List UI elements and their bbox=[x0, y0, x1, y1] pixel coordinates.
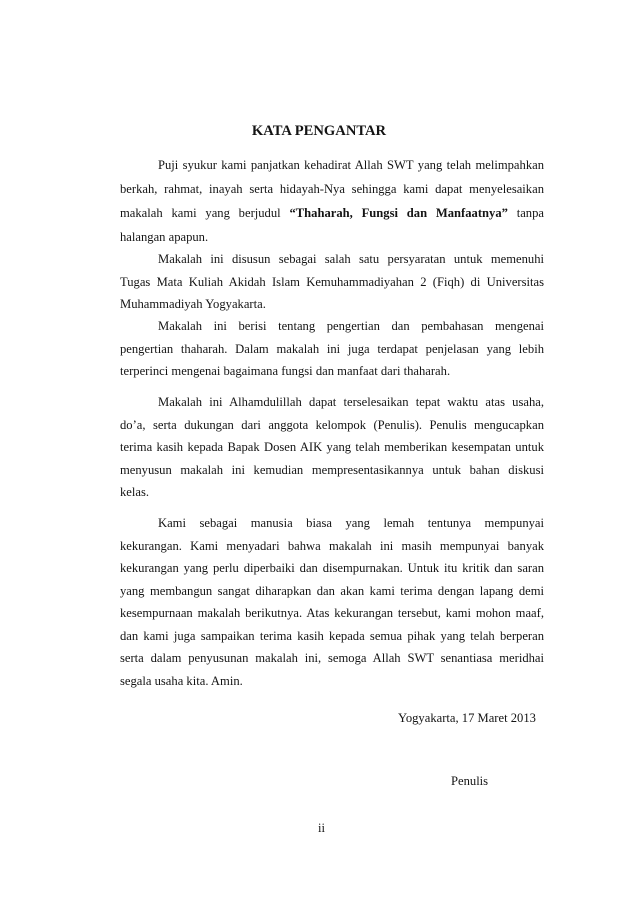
text-segment: makalah kami yang berjudul bbox=[120, 206, 281, 220]
text-line: Kami sebagai manusia biasa yang lemah tentunya mempunyai bbox=[158, 516, 544, 530]
page-number: ii bbox=[318, 821, 325, 835]
text-line: yang membangun sangat diharapkan dan akan kami terima dengan lapang demi bbox=[120, 583, 544, 598]
text-line: Makalah ini berisi tentang pengertian dan pembahasan mengenai bbox=[158, 319, 544, 333]
text-line: menyusun makalah ini kemudian mempresentasikannya untuk bahan diskusi bbox=[120, 462, 544, 477]
text-line: serta dalam penyusunan makalah ini, semoga Allah SWT senantiasa meridhai bbox=[120, 651, 544, 665]
text-line: Puji syukur kami panjatkan kehadirat Allah SWT yang telah melimpahkan bbox=[158, 158, 544, 172]
bold-title-text: “Thaharah, Fungsi dan Manfaatnya” bbox=[289, 206, 508, 220]
text-line: Tugas Mata Kuliah Akidah Islam Kemuhammadiyahan 2 (Fiqh) di Universitas bbox=[120, 274, 544, 289]
paragraph-4 bbox=[120, 391, 544, 504]
text-line: segala usaha kita. Amin. bbox=[120, 673, 243, 688]
paragraph-2 bbox=[120, 248, 544, 316]
text-line: terima kasih kepada Bapak Dosen AIK yang telah memberikan kesempatan untuk bbox=[120, 440, 544, 454]
author-signature-label: Penulis bbox=[451, 774, 489, 788]
text-line: Muhammadiyah Yogyakarta. bbox=[120, 297, 266, 311]
place-date: Yogyakarta, 17 Maret 2013 bbox=[398, 711, 536, 725]
paragraph-5 bbox=[120, 512, 544, 692]
text-line: pengertian thaharah. Dalam makalah ini juga terdapat penjelasan yang lebih bbox=[120, 341, 544, 356]
text-line: dan kami juga sampaikan terima kasih kepada semua pihak yang telah berperan bbox=[120, 628, 544, 643]
text-line: kesempurnaan makalah berikutnya. Atas kekurangan tersebut, kami mohon maaf, bbox=[120, 606, 544, 620]
page-title: KATA PENGANTAR bbox=[251, 123, 387, 139]
text-line: terperinci mengenai bagaimana fungsi dan manfaat dari thaharah. bbox=[120, 364, 451, 378]
text-segment: tanpa bbox=[516, 206, 544, 220]
text-line: kekurangan yang perlu diperbaiki dan disempurnakan. Untuk itu kritik dan saran bbox=[120, 561, 544, 575]
text-line: halangan apapun. bbox=[120, 230, 209, 244]
text-line: do’a, serta dukungan dari anggota kelompok (Penulis). Penulis mengucapkan bbox=[120, 417, 544, 432]
text-line: kekurangan. Kami menyadari bahwa makalah ini masih mempunyai banyak bbox=[120, 538, 544, 553]
text-line: Makalah ini disusun sebagai salah satu persyaratan untuk memenuhi bbox=[158, 252, 544, 266]
text-line: berkah, rahmat, inayah serta hidayah-Nya sehingga kami dapat menyelesaikan bbox=[120, 182, 544, 196]
paragraph-3 bbox=[120, 315, 544, 383]
text-line: Makalah ini Alhamdulillah dapat terselesaikan tepat waktu atas usaha, bbox=[158, 395, 544, 409]
text-line bbox=[120, 201, 544, 225]
text-line: kelas. bbox=[120, 485, 150, 499]
paragraph-1 bbox=[120, 153, 544, 249]
